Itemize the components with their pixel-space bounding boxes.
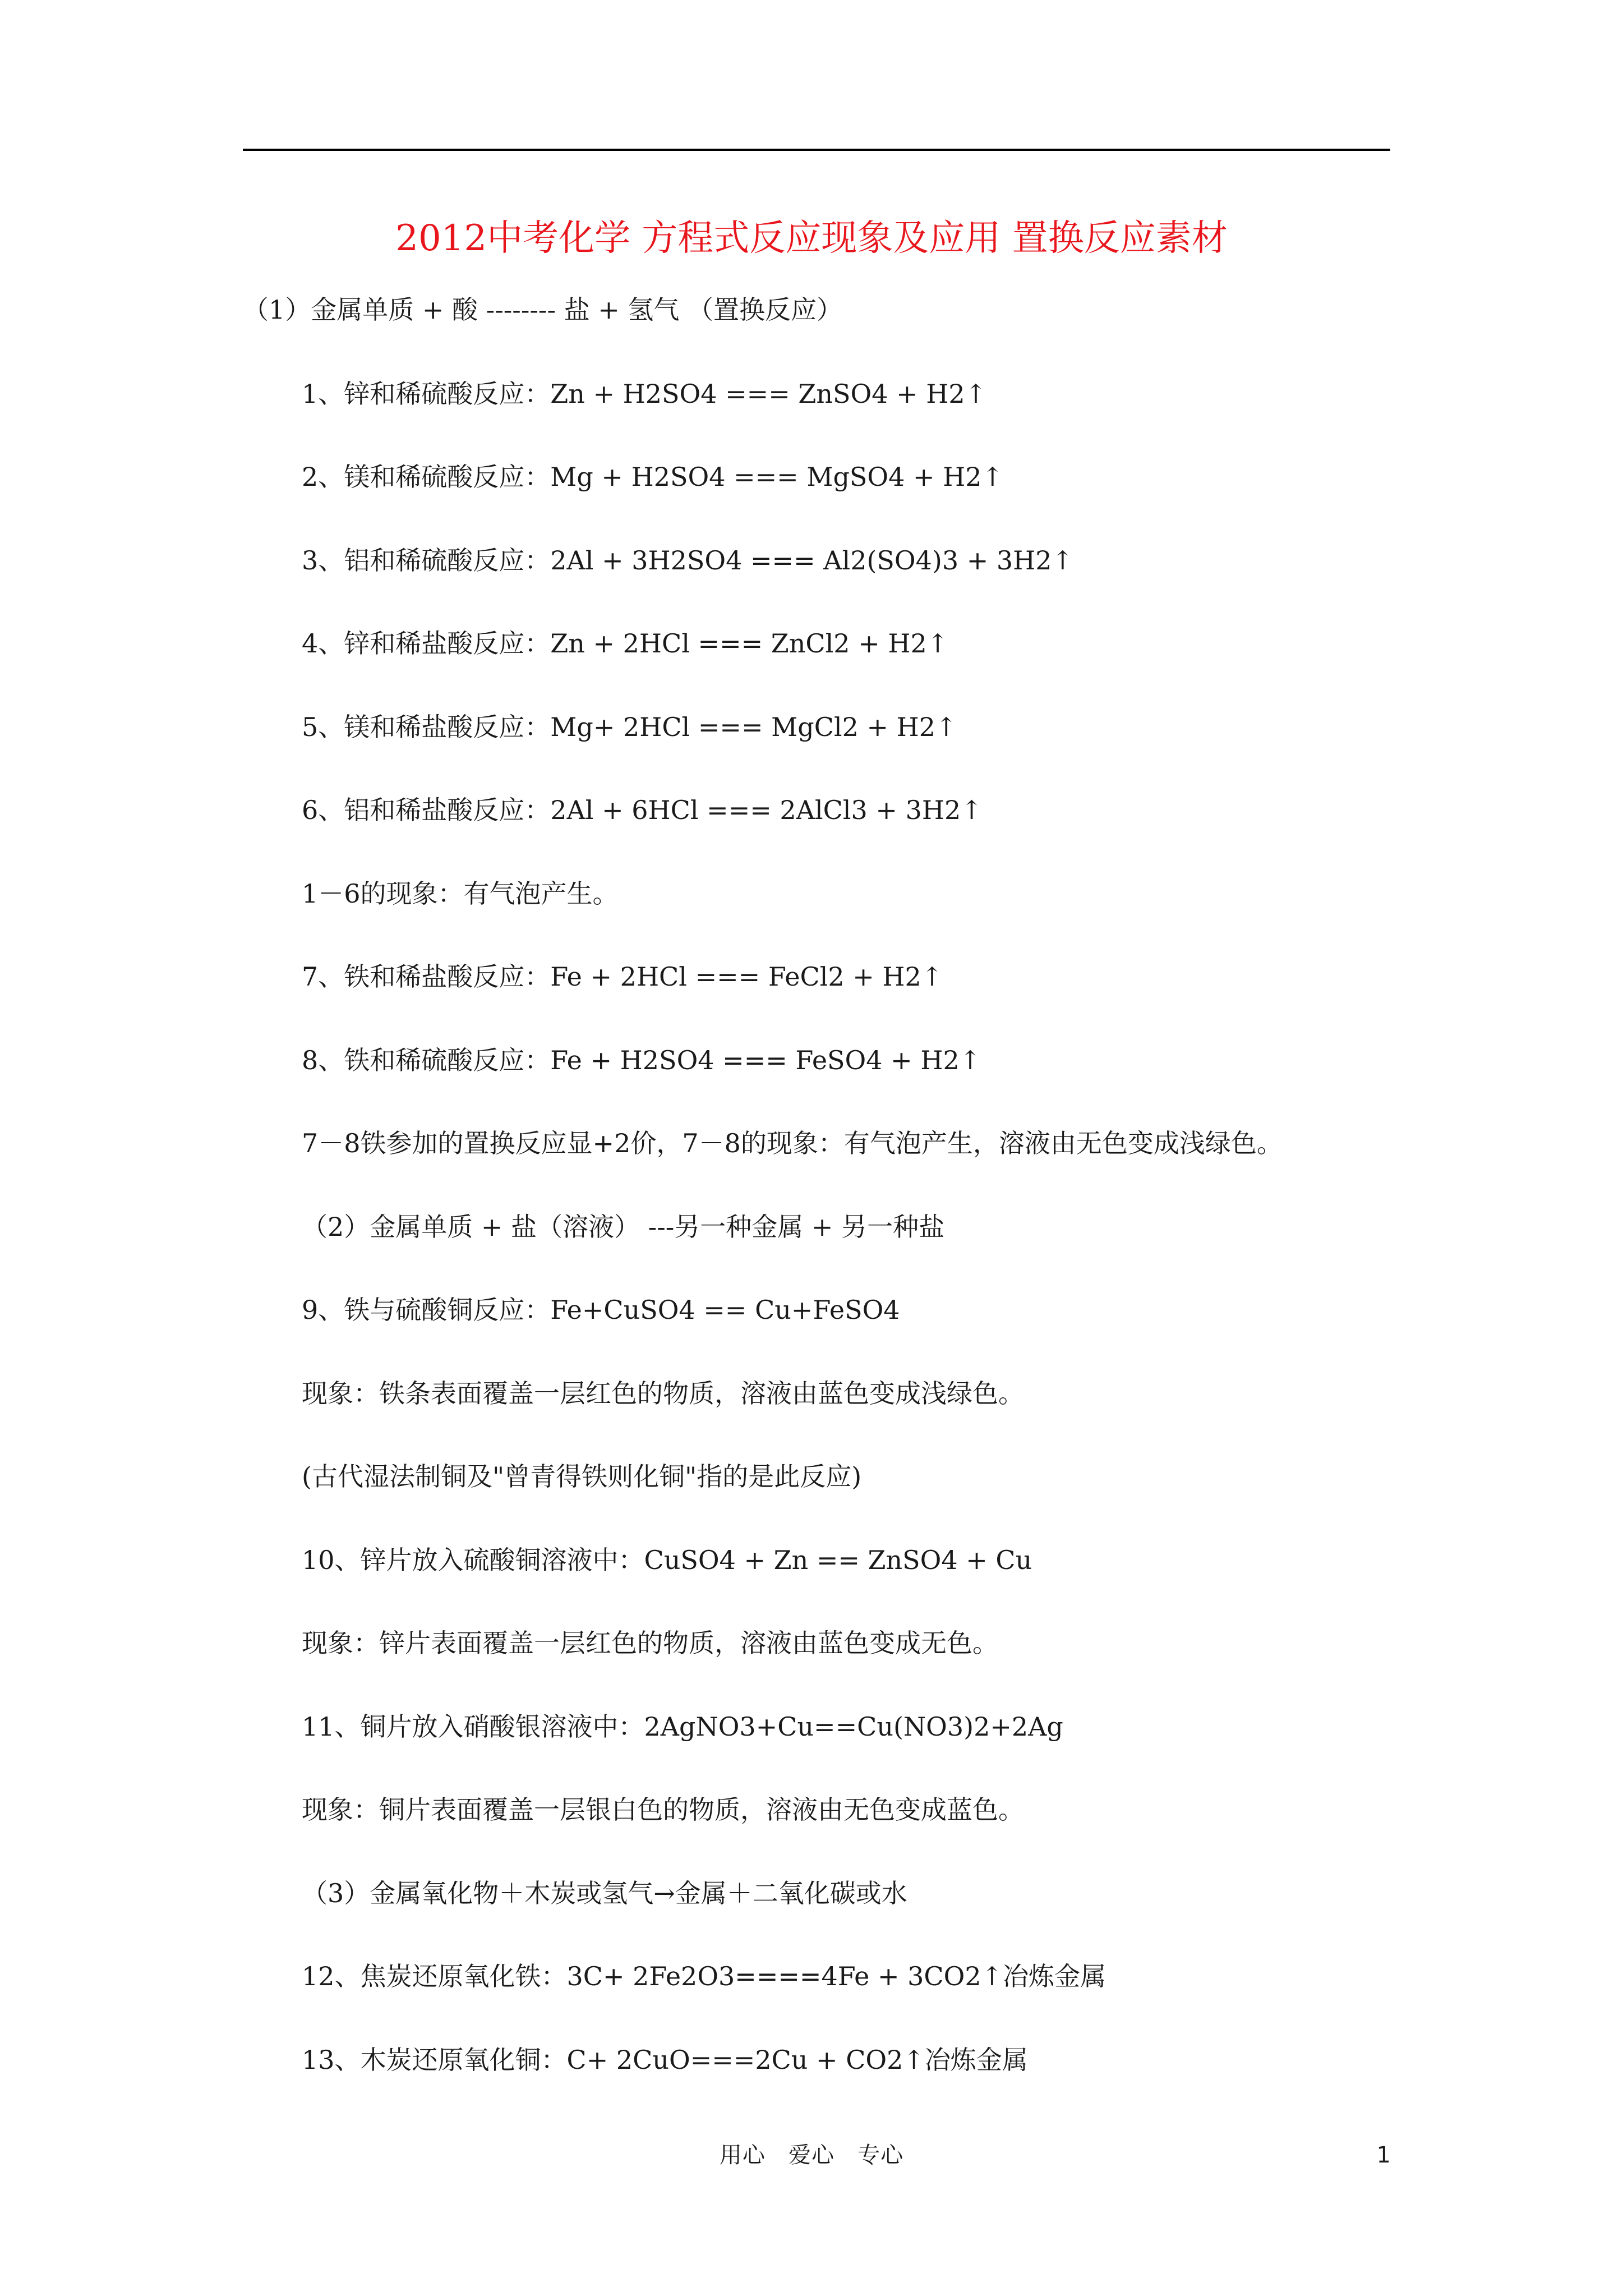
text-line: 现象：铜片表面覆盖一层银白色的物质，溶液由无色变成蓝色。 [302,1795,1024,1825]
text-line: (古代湿法制铜及"曾青得铁则化铜"指的是此反应) [302,1461,862,1492]
footer-motto: 用心 爱心 专心 [719,2142,904,2168]
text-line: 3、铝和稀硫酸反应：2Al + 3H2SO4 === Al2(SO4)3 + 3H2↑ [302,545,1074,576]
text-line: 10、锌片放入硫酸铜溶液中：CuSO4 + Zn == ZnSO4 + Cu [302,1545,1032,1575]
text-line: 9、铁与硫酸铜反应：Fe+CuSO4 == Cu+FeSO4 [302,1295,900,1325]
section-heading-1: （1）金属单质 + 酸 -------- 盐 + 氢气 （置换反应） [243,295,843,325]
document-title: 2012中考化学 方程式反应现象及应用 置换反应素材 [395,218,1228,259]
text-line: 7－8铁参加的置换反应显+2价，7－8的现象：有气泡产生，溶液由无色变成浅绿色。 [302,1128,1283,1158]
text-line: 1、锌和稀硫酸反应：Zn + H2SO4 === ZnSO4 + H2↑ [302,379,987,409]
text-line: 4、锌和稀盐酸反应：Zn + 2HCl === ZnCl2 + H2↑ [302,628,949,659]
text-line: 现象：锌片表面覆盖一层红色的物质，溶液由蓝色变成无色。 [302,1628,998,1658]
header-rule [243,149,1390,151]
section-heading-2: （2）金属单质 + 盐（溶液） ---另一种金属 + 另一种盐 [302,1212,945,1242]
section-heading-3: （3）金属氧化物＋木炭或氢气→金属＋二氧化碳或水 [302,1878,907,1908]
text-line: 2、镁和稀硫酸反应：Mg + H2SO4 === MgSO4 + H2↑ [302,462,1004,492]
text-line: 13、木炭还原氧化铜：C+ 2CuO===2Cu + CO2↑冶炼金属 [302,2045,1028,2075]
text-line: 7、铁和稀盐酸反应：Fe + 2HCl === FeCl2 + H2↑ [302,961,943,992]
text-line: 1－6的现象：有气泡产生。 [302,878,619,909]
page-number: 1 [1376,2142,1391,2168]
text-line: 12、焦炭还原氧化铁：3C+ 2Fe2O3====4Fe + 3CO2↑冶炼金属 [302,1961,1106,1991]
text-line: 6、铝和稀盐酸反应：2Al + 6HCl === 2AlCl3 + 3H2↑ [302,795,983,825]
text-line: 5、镁和稀盐酸反应：Mg+ 2HCl === MgCl2 + H2↑ [302,712,957,742]
text-line: 现象：铁条表面覆盖一层红色的物质，溶液由蓝色变成浅绿色。 [302,1378,1024,1409]
text-line: 11、铜片放入硝酸银溶液中：2AgNO3+Cu==Cu(NO3)2+2Ag [302,1711,1063,1742]
text-line: 8、铁和稀硫酸反应：Fe + H2SO4 === FeSO4 + H2↑ [302,1045,981,1075]
